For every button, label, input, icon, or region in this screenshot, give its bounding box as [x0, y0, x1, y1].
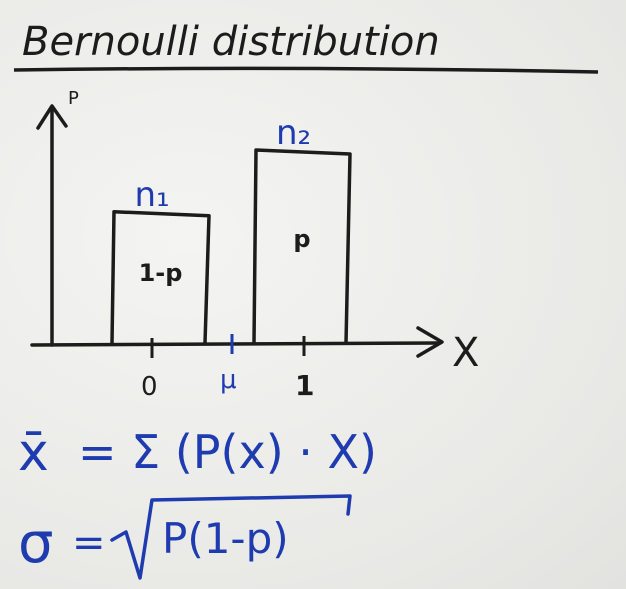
diagram-title: Bernoulli distribution — [22, 19, 440, 65]
tick-label-one: 1 — [295, 369, 315, 402]
bars-layer — [112, 113, 350, 343]
y-axis-label: P — [68, 88, 79, 109]
x-axis-label: X — [452, 330, 480, 376]
tick-label-zero: 0 — [141, 372, 158, 402]
std-radicand: P(1-p) — [162, 514, 289, 563]
std-symbol: σ — [18, 511, 54, 576]
bar-prob-label-1: 1-p — [138, 258, 183, 287]
std-equals: = — [72, 520, 106, 566]
title-underline — [14, 68, 598, 72]
bar-count-label-2: n₂ — [276, 113, 312, 153]
mean-symbol: x̄ — [18, 423, 49, 483]
tick-label-mu: μ — [220, 365, 237, 395]
mean-formula: = Σ (P(x) · X) — [78, 425, 377, 479]
x-axis — [32, 343, 438, 345]
bar-count-label-1: n₁ — [134, 174, 170, 215]
bar-prob-label-2: p — [293, 224, 311, 253]
